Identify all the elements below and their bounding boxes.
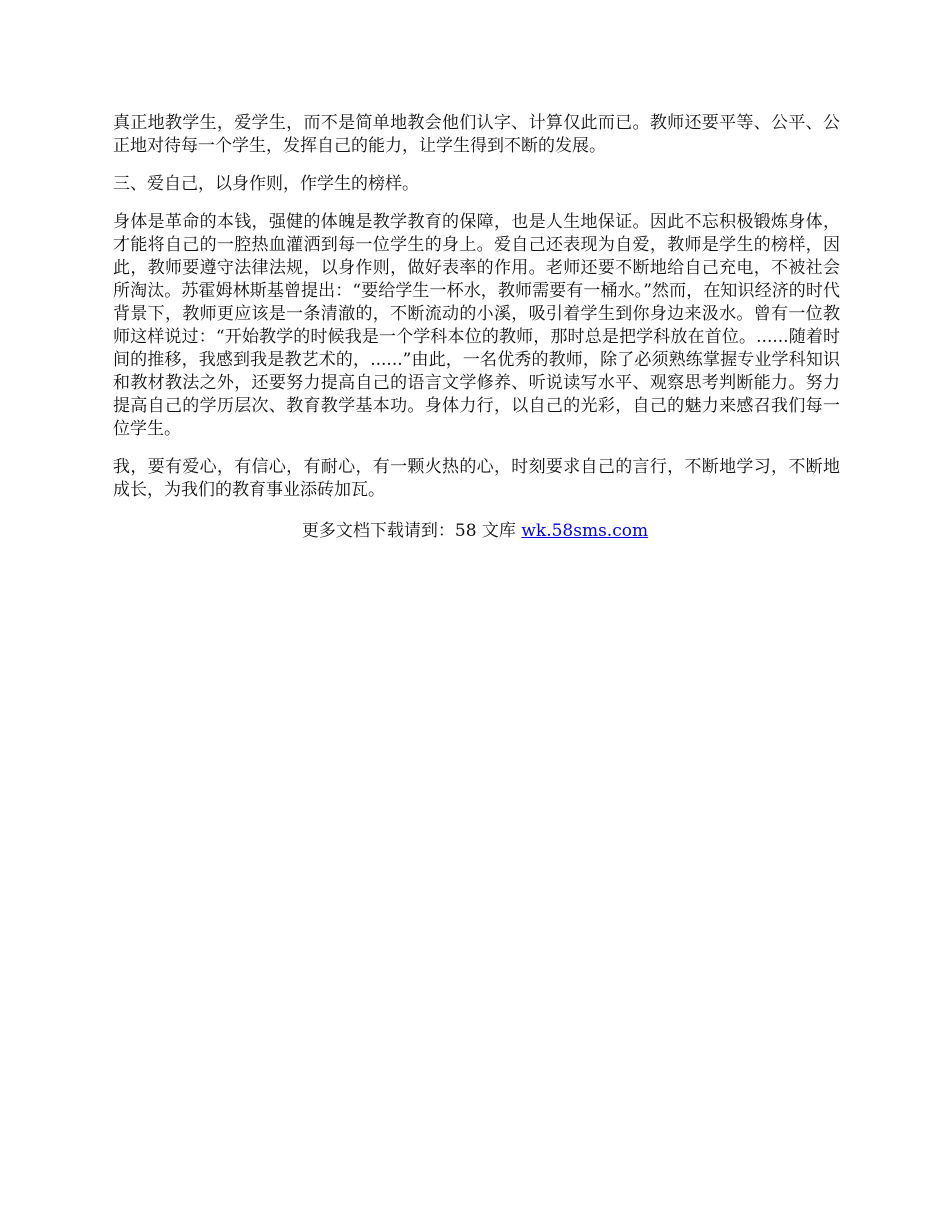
download-footer xyxy=(0,519,950,543)
footer-prefix-text: 更多文档下载请到：58 文库 xyxy=(301,521,522,541)
document-body xyxy=(113,112,840,517)
paragraph-set-example: 身体是革命的本钱，强健的体魄是教学教育的保障，也是人生地保证。因此不忘积极锻炼身体，才能将自己的一腔热血灌洒到每一位学生的身上。爱自己还表现为自爱，教师是学生的榜样，因此，教师要遵守法律法规，以身作则，做好表率的作用。老师还要不断地给自己充电，不被社会所淘汰。苏霍姆林斯基曾提出：“要给学生一杯水，教师需要有一桶水。”然而，在知识经济的时代背景下，教师更应该是一条清澈的，不断流动的小溪，吸引着学生到你身边来汲水。曾有一位教师这样说过：“开始教学的时候我是一个学科本位的教师，那时总是把学科放在首位。......随着时间的推移，我感到我是教艺术的，......”由此，一名优秀的教师，除了必须熟练掌握专业学科知识和教材教法之外，还要努力提高自己的语言文学修养、听说读写水平、观察思考判断能力。努力提高自己的学历层次、教育教学基本功。身体力行，以自己的光彩，自己的魅力来感召我们每一位学生。 xyxy=(113,212,840,439)
section-heading-love-self: 三、爱自己，以身作则，作学生的榜样。 xyxy=(113,174,419,194)
footer-site-link[interactable]: wk.58sms.com xyxy=(521,521,649,541)
paragraph-conclusion: 我，要有爱心，有信心，有耐心，有一颗火热的心，时刻要求自己的言行，不断地学习，不断地成长，为我们的教育事业添砖加瓦。 xyxy=(113,457,840,500)
paragraph-treat-students-fairly: 真正地教学生，爱学生，而不是简单地教会他们认字、计算仅此而已。教师还要平等、公平、公正地对待每一个学生，发挥自己的能力，让学生得到不断的发展。 xyxy=(113,113,840,156)
